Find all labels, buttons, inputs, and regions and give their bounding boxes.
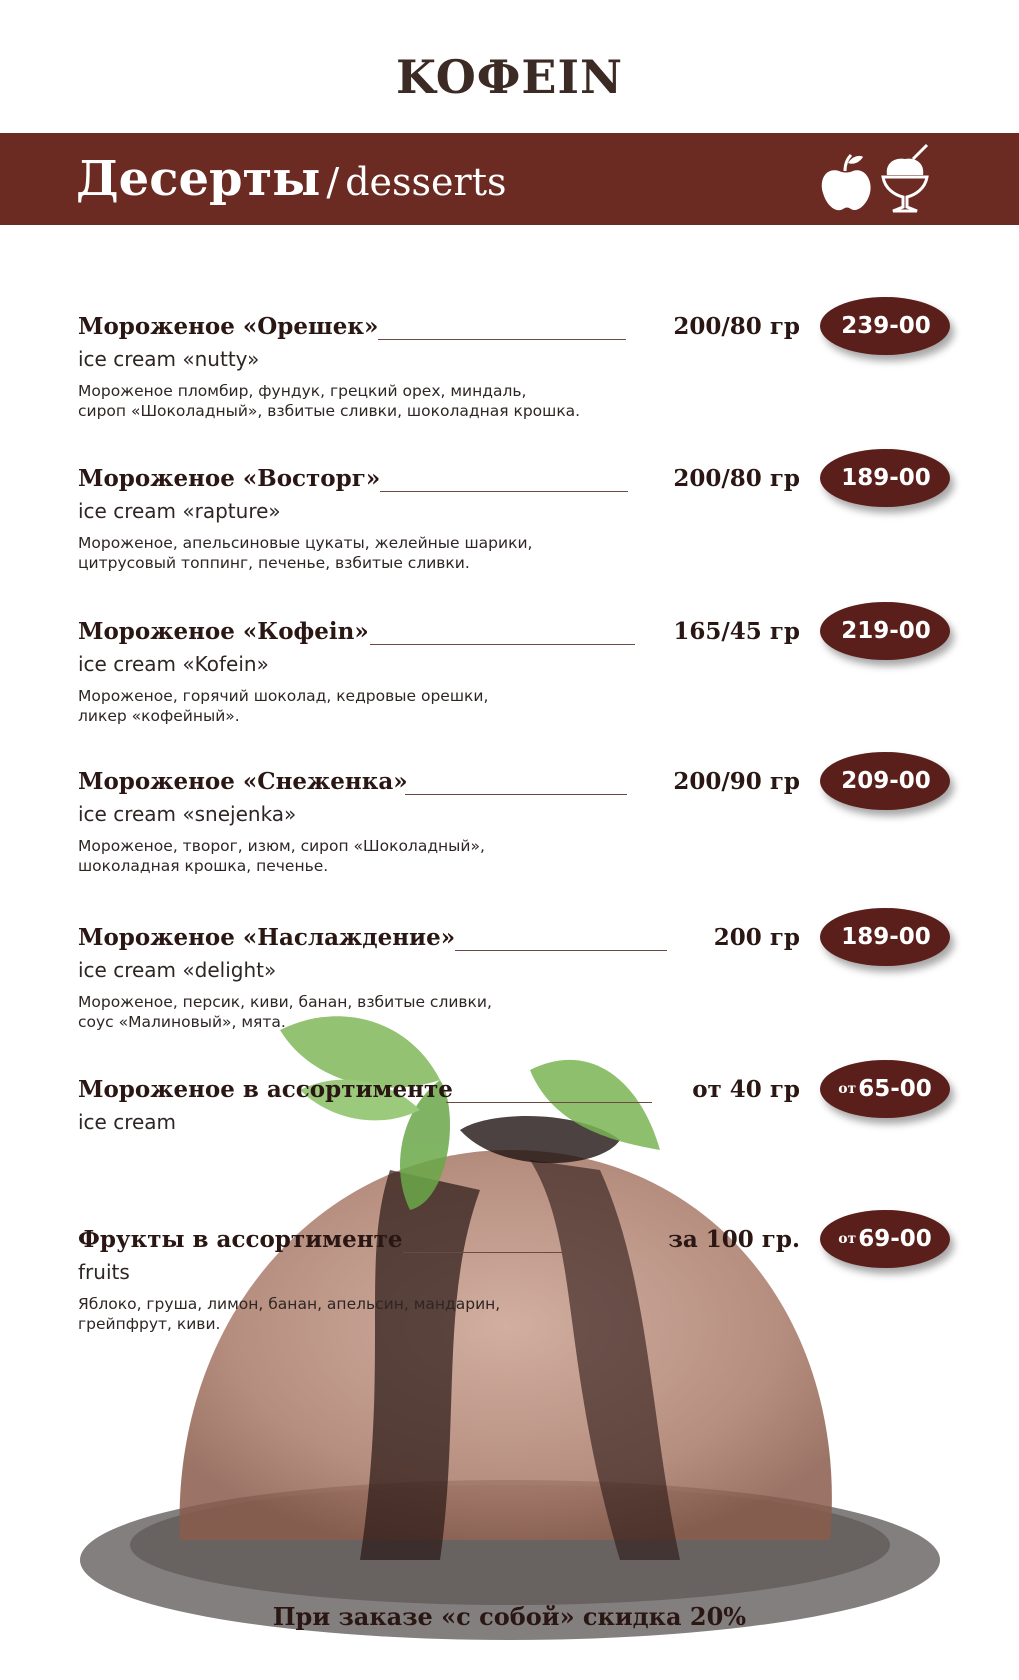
section-title (76, 151, 506, 207)
banner-icons (815, 141, 935, 221)
item-name-en: ice cream (78, 1110, 177, 1134)
item-weight: 200/90 гр (673, 768, 800, 795)
price-badge: от 69-00 (820, 1210, 950, 1268)
item-description: Мороженое, апельсиновые цукаты, желейные шарики, цитрусовый топпинг, печенье, взбитые сливки. (78, 534, 533, 572)
section-title-en: desserts (345, 160, 507, 204)
item-weight: от 40 гр (692, 1076, 800, 1103)
item-name: Мороженое «Орешек» (78, 313, 379, 340)
menu-item (78, 1068, 950, 1134)
item-description: Мороженое, творог, изюм, сироп «Шоколадный», шоколадная крошка, печенье. (78, 837, 485, 875)
menu-item (78, 1218, 950, 1334)
menu-item (78, 760, 950, 876)
item-weight: 200/80 гр (673, 465, 800, 492)
item-description: Мороженое пломбир, фундук, грецкий орех, миндаль, сироп «Шоколадный», взбитые сливки, шоколадная крошка. (78, 382, 581, 420)
item-name: Мороженое в ассортименте (78, 1076, 453, 1103)
item-price: 239-00 (841, 313, 931, 339)
section-title-ru: Десерты (76, 151, 321, 207)
leader-line (378, 339, 626, 340)
item-description: Мороженое, персик, киви, банан, взбитые сливки, соус «Малиновый», мята. (78, 993, 492, 1031)
takeaway-discount-note: При заказе «с собой» скидка 20% (272, 1602, 747, 1631)
price-badge (820, 908, 950, 966)
menu-item (78, 610, 950, 726)
price-badge (820, 752, 950, 810)
item-name: Мороженое «Восторг» (78, 465, 381, 492)
leader-line (380, 491, 628, 492)
item-name: Мороженое «Наслаждение» (78, 924, 456, 951)
item-price: 189-00 (841, 465, 931, 491)
item-name-en: fruits (78, 1260, 130, 1284)
item-name: Мороженое «Кофеin» (78, 618, 369, 645)
item-description: Яблоко, груша, лимон, банан, апельсин, мандарин, грейпфрут, киви. (78, 1295, 501, 1333)
leader-line (405, 794, 627, 795)
price-badge: от 65-00 (820, 1060, 950, 1118)
item-price: 189-00 (841, 924, 931, 950)
menu-item (78, 457, 950, 573)
title-separator: / (326, 160, 340, 204)
logo-text: KOФEIN (395, 50, 624, 104)
item-weight: за 100 гр. (668, 1226, 800, 1253)
price-badge (820, 449, 950, 507)
item-price: 65-00 (858, 1076, 932, 1102)
item-name-en: ice cream «delight» (78, 958, 277, 982)
item-name: Фрукты в ассортименте (78, 1226, 403, 1253)
ice-cream-cup-icon (883, 145, 927, 211)
price-badge (820, 602, 950, 660)
item-name: Мороженое «Снеженка» (78, 768, 408, 795)
menu-item (78, 305, 950, 421)
leader-line (455, 950, 667, 951)
section-banner (0, 133, 1019, 225)
item-price: 209-00 (841, 768, 931, 794)
item-weight: 165/45 гр (673, 618, 800, 645)
leader-line (403, 1252, 627, 1253)
item-weight: 200 гр (713, 924, 800, 951)
item-weight: 200/80 гр (673, 313, 800, 340)
item-price: 219-00 (841, 618, 931, 644)
menu-item (78, 916, 950, 1032)
item-price: 69-00 (858, 1226, 932, 1252)
item-name-en: ice cream «Kofein» (78, 652, 269, 676)
item-description: Мороженое, горячий шоколад, кедровые орешки, ликер «кофейный». (78, 687, 489, 725)
leader-line (446, 1102, 652, 1103)
apple-icon (822, 155, 871, 210)
item-name-en: ice cream «rapture» (78, 499, 281, 523)
leader-line (370, 644, 635, 645)
price-badge (820, 297, 950, 355)
item-name-en: ice cream «nutty» (78, 347, 260, 371)
brand-logo (0, 50, 1019, 104)
item-name-en: ice cream «snejenka» (78, 802, 297, 826)
